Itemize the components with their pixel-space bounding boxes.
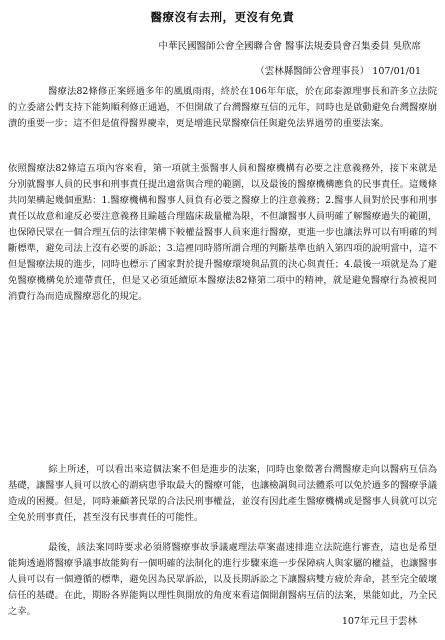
paragraph-3-text: 綜上所述，可以看出來這個法案不但是進步的法案，同時也象徵著台灣醫療走向以醫病互信為基礎，讓醫事人員可以放心的謂病患爭取最大的醫療可能，也讓檢調與司法體系可以免於過多的醫療爭議造成的困擾。但是，同時兼顧著民眾的合法民刑事權益，並沒有因此產生醫療機構或是醫事人員就可以完全免於刑事責任，甚至沒有民事責任的可能性。 [8, 464, 437, 523]
signature: 107年元旦于雲林 [341, 616, 417, 627]
author-line: 中華民國醫師公會全國聯合會 醫事法規委員會召集委員 吳欣席 [158, 41, 421, 52]
paragraph-1 [8, 84, 437, 132]
paragraph-2 [8, 161, 437, 305]
paragraph-3 [8, 462, 437, 526]
affiliation-date-line: （雲林縣醫師公會理事長） 107/01/01 [255, 66, 421, 77]
paragraph-2-text: 依照醫療法82條這五項內容來看，第一項就主張醫事人員和醫療機構有必要之注意義務外，接下來就是分別就醫事人員的民事和刑事責任提出適當與合理的範圍，以及最後的醫療機構應負的民事責任。這幾條共同架構起幾個重點：1.醫療機構和醫事人員負有必要之醫療上的注意義務；2.醫事人員對於民事和刑事責任以故意和違反必要注意義務且踰越合理臨床裁量權為限，不但讓醫事人員明確了解醫療過失的範圍，也保障民眾在一個合理互信的法律架構下較權益醫事人員來進行醫療，更進一步也讓法界可以有明確的判斷標準，避免司法上沒有必要的訴訟；3.這裡同時將所謂合理的判斷基準也納入第四項的說明當中，這不但是醫療法規的進步，同時也標示了國家對於提升醫療環境與品質的決心與責任；4.最後一項就是為了避免醫療機構免於連帶責任，但是又必須延續原本醫療法82條第二項中的精神，就是避免醫療行為被視同消費行為而造成醫療惡化的規定。 [8, 163, 437, 302]
document-title: 醫療沒有去刑，更沒有免責 [150, 10, 295, 24]
paragraph-1-text: 醫療法82條修正案經過多年的風風雨雨，終於在106年年底，於在邱泰源理事長和許多立法院的立委諸公們支持下能夠順利修正通過，不但開啟了台灣醫療互信的元年，同時也是啟動避免台灣醫療崩潰的重要一步；這不但是值得醫界慶幸，更是增進民眾醫療信任與避免法界過勞的重要法案。 [8, 86, 437, 129]
paragraph-4-text: 最後，該法案同時要求必須將醫療事故爭議處理法草案盡速排進立法院進行審查，這也是希望能夠透過將醫療爭議事故能夠有一個明確的法制化的進行步驟來進一步保障病人與家屬的權益，也讓醫事人員可以有一個遵循的標準，避免因為民眾訴訟，以及長期訴訟之下讓醫病雙方疲於奔命，甚至完全破壞信任的基礎。在此，期盼各界能夠以理性與開放的角度來看這個開創醫病互信的法案，果能如此，乃全民之幸。 [8, 542, 437, 617]
paragraph-4 [8, 540, 437, 620]
